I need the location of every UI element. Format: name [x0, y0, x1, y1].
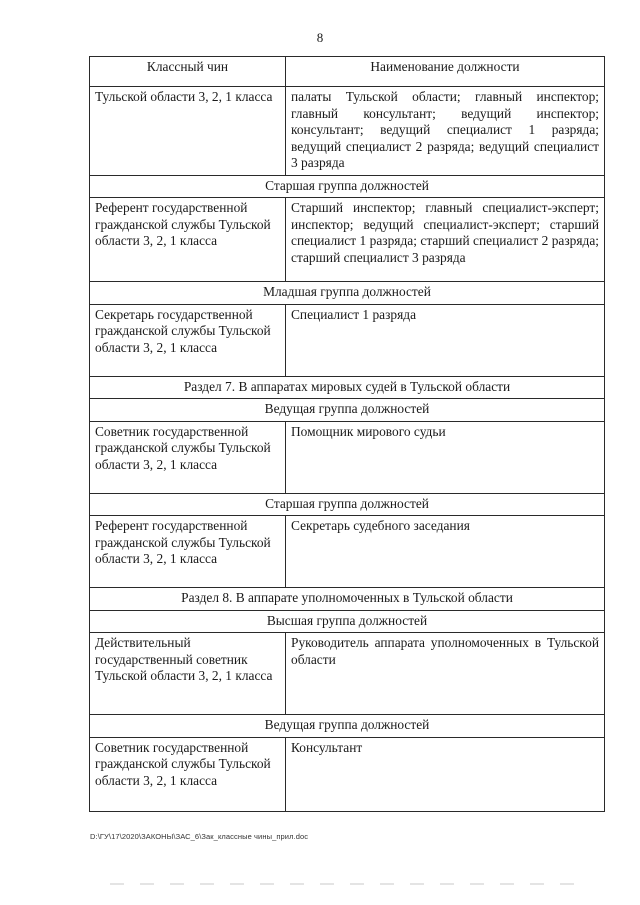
group-heading: Старшая группа должностей	[90, 493, 605, 516]
position-cell: палаты Тульской области; главный инспектор; главный консультант; ведущий инспектор; консультант; ведущий специалист 1 разряда; ведущий специалист 2 разряда; ведущий специалист 3 разряда	[286, 87, 605, 176]
page-number: 8	[316, 30, 324, 45]
table-row	[90, 633, 605, 715]
rank-cell: Референт государственной гражданской службы Тульской области 3, 2, 1 класса	[90, 516, 286, 588]
file-path-footer: D:\ГУ\17\2020\ЗАКОНЫ\ЗАС_6\Зак_классные чины_прил.doc	[90, 832, 309, 841]
rank-cell: Действительный государственный советник Тульской области 3, 2, 1 класса	[90, 633, 286, 715]
rank-cell: Референт государственной гражданской службы Тульской области 3, 2, 1 класса	[90, 198, 286, 282]
group-heading: Ведущая группа должностей	[90, 715, 605, 738]
rank-cell: Советник государственной гражданской службы Тульской области 3, 2, 1 класса	[90, 421, 286, 493]
table-row	[90, 304, 605, 376]
position-cell: Консультант	[286, 737, 605, 811]
group-heading: Ведущая группа должностей	[90, 399, 605, 422]
rank-cell: Советник государственной гражданской службы Тульской области 3, 2, 1 класса	[90, 737, 286, 811]
table-row	[90, 87, 605, 176]
group-heading: Младшая группа должностей	[90, 282, 605, 305]
section-heading: Раздел 8. В аппарате уполномоченных в Тульской области	[90, 588, 605, 611]
group-heading: Высшая группа должностей	[90, 610, 605, 633]
section-row	[90, 376, 605, 399]
table-row	[90, 516, 605, 588]
header-rank: Классный чин	[90, 57, 286, 87]
header-position: Наименование должности	[286, 57, 605, 87]
group-row	[90, 715, 605, 738]
section-row	[90, 588, 605, 611]
table-row	[90, 198, 605, 282]
section-heading: Раздел 7. В аппаратах мировых судей в Тульской области	[90, 376, 605, 399]
scan-artifact-line	[110, 883, 590, 885]
position-cell: Старший инспектор; главный специалист-эксперт; инспектор; ведущий специалист-эксперт; старший специалист 1 разряда; старший специалист 2 разряда; старший специалист 3 разряда	[286, 198, 605, 282]
position-cell: Секретарь судебного заседания	[286, 516, 605, 588]
table-row	[90, 421, 605, 493]
group-heading: Старшая группа должностей	[90, 175, 605, 198]
group-row	[90, 610, 605, 633]
position-cell: Помощник мирового судьи	[286, 421, 605, 493]
position-cell: Руководитель аппарата уполномоченных в Тульской области	[286, 633, 605, 715]
rank-cell: Секретарь государственной гражданской службы Тульской области 3, 2, 1 класса	[90, 304, 286, 376]
table-row	[90, 737, 605, 811]
group-row	[90, 282, 605, 305]
group-row	[90, 493, 605, 516]
position-cell: Специалист 1 разряда	[286, 304, 605, 376]
group-row	[90, 399, 605, 422]
group-row	[90, 175, 605, 198]
table-header-row	[90, 57, 605, 87]
class-ranks-table	[89, 56, 605, 812]
rank-cell: Тульской области 3, 2, 1 класса	[90, 87, 286, 176]
